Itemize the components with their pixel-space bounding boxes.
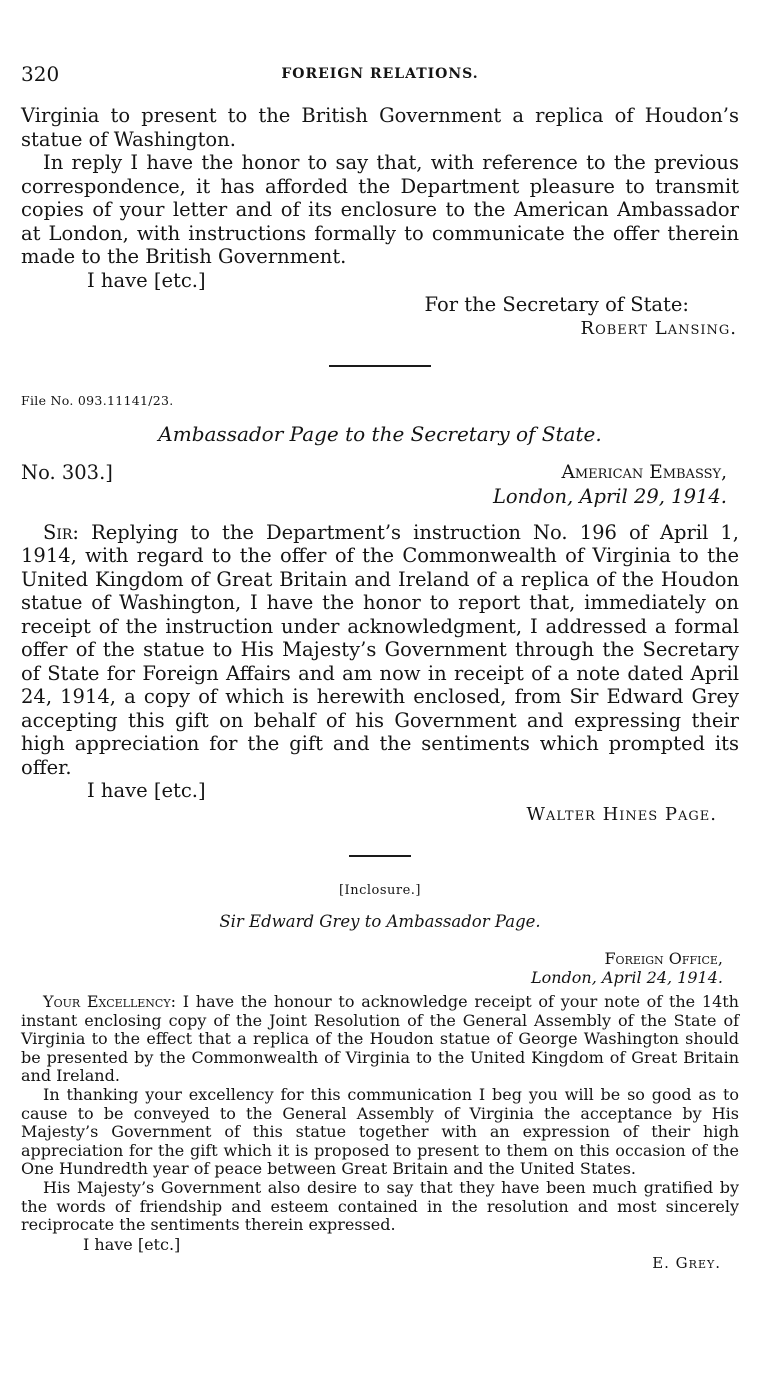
continued-paragraph: Virginia to present to the British Government a replica of Houdon’s statue of Washington. [21,104,739,151]
signature-page-text: Walter Hines Page. [526,804,717,825]
signature-lansing [21,317,739,341]
signature-lansing-text: Robert Lansing. [580,317,737,339]
inclosure-address [21,949,739,987]
inclosure-signature [21,1254,739,1272]
inclosure-date: London, April 24, 1914. [530,968,723,987]
file-number: File No. 093.11141/23. [21,392,174,408]
inclosure-paragraph-2: In thanking your excellency for this communication I beg you will be so good as to cause to be conveyed to the General Assembly of Virginia the acceptance by His Majesty’s Government of this statue together with an expression of their high appreciation for the gift which it is proposed to present to them on this occasion of the One Hundredth year of peace between Great Britain and the United States. [21,1084,739,1179]
closing-etc-page: I have [etc.] [87,779,206,802]
dateline [21,461,739,515]
document-page [21,62,739,1272]
running-head: FOREIGN RELATIONS. [281,66,479,82]
reply-paragraph: In reply I have the honor to say that, with reference to the previous correspondence, it has afforded the Department pleasure to transmit copies of your letter and of its enclosure to the American Ambassador at London, with instructions formally to communicate the offer therein made to the British Government. [21,151,739,268]
signature-intro: For the Secretary of State: [424,292,689,316]
document-title: Ambassador Page to the Secretary of State. [158,421,602,446]
inclosure-signature-text: E. Grey. [652,1253,721,1272]
foreign-office: Foreign Office, [604,949,723,968]
dispatch-text: Replying to the Department’s instruction No. 196 of April 1, 1914, with regard to the offer of the Commonwealth of Virginia to the United Kingdom of Great Britain and Ireland of a replica of the Houdon statue of Washington, I have the honor to report that, immediately on receipt of the instruction under acknowledgment, I addressed a formal offer of the statue to His Majesty’s Government through the Secretary of State for Foreign Affairs and am now in receipt of a note dated April 24, 1914, a copy of which is herewith enclosed, from Sir Edward Grey accepting this gift on behalf of his Government and expressing their high appreciation for the gift and the sentiments which prompted its offer. [21,520,739,779]
inclosure-paragraph-1 [21,993,739,1086]
closing-etc: I have [etc.] [87,268,206,292]
inclosure-paragraph-3: His Majesty’s Government also desire to say that they have been much gratified by the words of friendship and esteem contained in the resolution and most sincerely reciprocate the sentiments therein expressed. [21,1177,739,1235]
page-number: 320 [21,62,60,86]
salutation: Sir: [43,520,79,544]
inclosure-salutation: Your Excellency: [43,992,176,1011]
dispatch-address [493,461,727,509]
signature-page [21,803,739,827]
inclosure-closing: I have [etc.] [83,1234,181,1254]
inclosure-label: [Inclosure.] [338,883,421,898]
page-header [21,62,739,92]
embassy-name: American Embassy, [561,461,727,483]
dispatch-date: London, April 29, 1914. [492,484,727,508]
inclosure-title: Sir Edward Grey to Ambassador Page. [219,912,541,931]
inclosure-text-1: I have the honour to acknowledge receipt of your note of the 14th instant enclosing copy of the Joint Resolution of the General Assembly of the State of Virginia to the effect that a replica of the Houdon statue of George Washington should be presented by the Commonwealth of Virginia to the United Kingdom of Great Britain and Ireland. [21,992,739,1086]
dispatch-number: No. 303.] [21,460,113,484]
dispatch-body [21,521,739,780]
